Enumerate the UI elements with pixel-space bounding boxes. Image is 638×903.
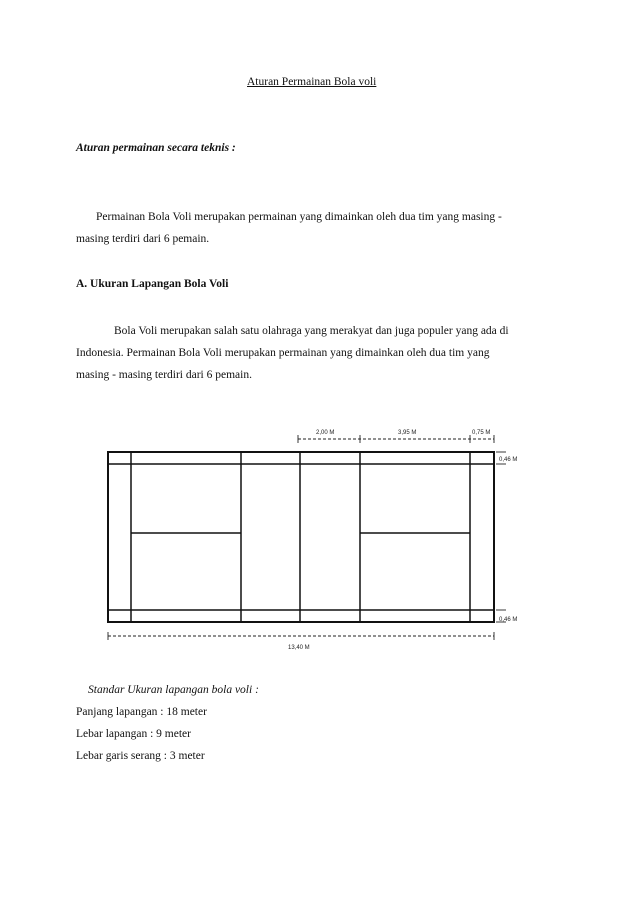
- spec-width: Lebar lapangan : 9 meter: [76, 728, 191, 740]
- paragraph-1-line-1: Permainan Bola Voli merupakan permainan yang dimainkan oleh dua tim yang masing -: [96, 211, 502, 223]
- paragraph-2-line-3: masing - masing terdiri dari 6 pemain.: [76, 369, 252, 381]
- standard-heading: Standar Ukuran lapangan bola voli :: [88, 684, 259, 696]
- court-outline: [108, 452, 494, 622]
- dim-label-395: 3,95 M: [398, 430, 417, 436]
- dim-label-046-top: 0,46 M: [499, 457, 518, 463]
- section-a-heading: A. Ukuran Lapangan Bola Voli: [76, 278, 229, 290]
- section-subheading: Aturan permainan secara teknis :: [76, 142, 236, 154]
- spec-attack-line: Lebar garis serang : 3 meter: [76, 750, 205, 762]
- paragraph-2-line-1: Bola Voli merupakan salah satu olahraga yang merakyat dan juga populer yang ada di: [114, 325, 509, 337]
- page-title: Aturan Permainan Bola voli: [247, 76, 377, 88]
- paragraph-1-line-2: masing terdiri dari 6 pemain.: [76, 233, 210, 245]
- dim-label-046-bottom: 0,46 M: [499, 617, 518, 623]
- dim-label-075: 0,75 M: [472, 430, 491, 436]
- spec-length: Panjang lapangan : 18 meter: [76, 706, 207, 718]
- court-diagram: [98, 420, 538, 660]
- dim-label-200: 2,00 M: [316, 430, 335, 436]
- paragraph-2-line-2: Indonesia. Permainan Bola Voli merupakan permainan yang dimainkan oleh dua tim yang: [76, 347, 490, 359]
- dim-label-1340: 13,40 M: [288, 645, 310, 651]
